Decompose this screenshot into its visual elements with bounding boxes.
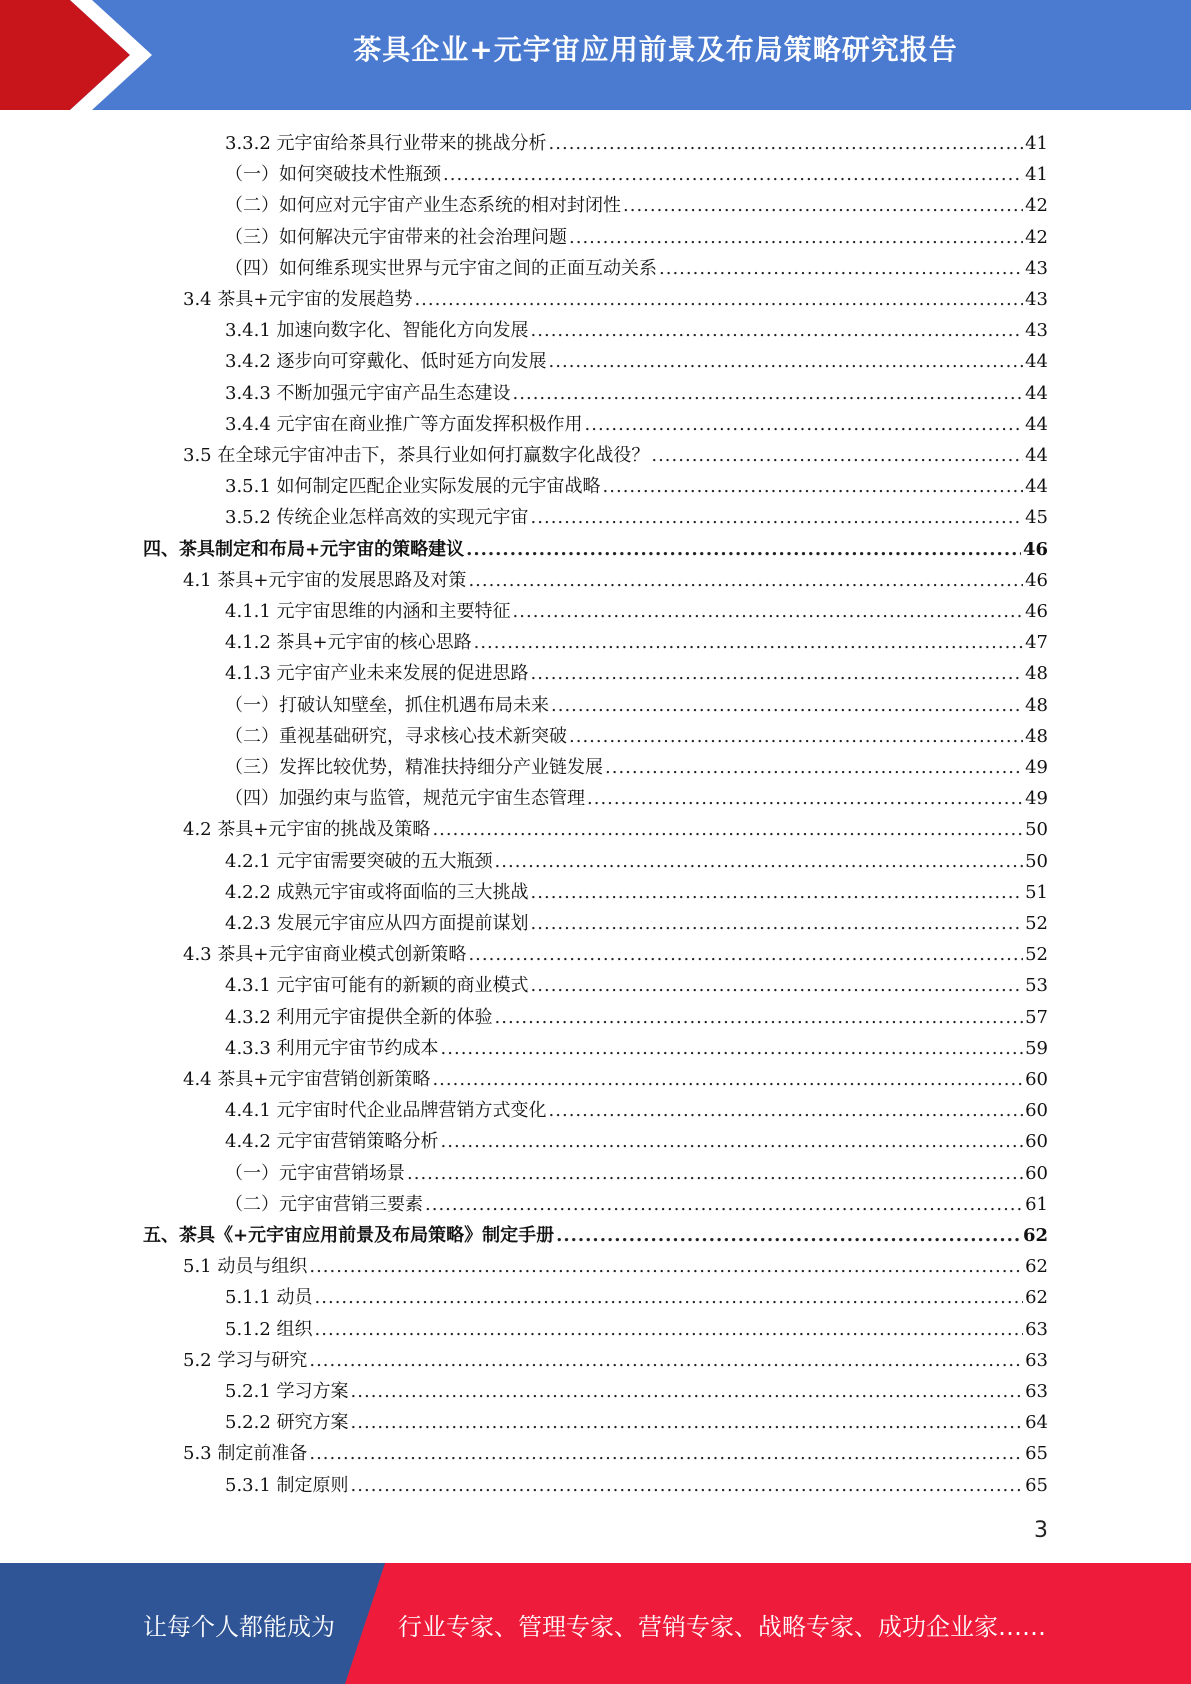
report-title: 茶具企业+元宇宙应用前景及布局策略研究报告: [353, 33, 958, 66]
toc-dot-leader: [549, 1095, 1024, 1126]
toc-entry-label: 4.1.2 茶具+元宇宙的核心思路: [225, 632, 472, 654]
page-number: 3: [1034, 1518, 1048, 1543]
toc-dot-leader: [605, 752, 1023, 783]
toc-entry-label: 四、茶具制定和布局+元宇宙的策略建议: [143, 538, 465, 560]
toc-dot-leader: [531, 877, 1024, 908]
toc-entry-label: （二）重视基础研究，寻求核心技术新突破: [225, 725, 567, 747]
toc-dot-leader: [432, 814, 1023, 845]
toc-entry-page: 48: [1025, 694, 1048, 716]
toc-entry-page: 44: [1025, 445, 1048, 466]
toc-dot-leader: [466, 534, 1021, 565]
toc-entry[interactable]: [225, 346, 1048, 377]
toc-entry-label: 5.1.2 组织: [225, 1318, 313, 1340]
toc-entry[interactable]: [225, 1407, 1048, 1438]
toc-entry-page: 44: [1025, 476, 1048, 498]
toc-entry-page: 43: [1025, 320, 1048, 342]
toc-entry-label: 3.5.1 如何制定匹配企业实际发展的元宇宙战略: [225, 476, 601, 498]
toc-dot-leader: [432, 1064, 1023, 1095]
toc-entry-page: 60: [1025, 1100, 1048, 1122]
toc-entry-page: 48: [1025, 663, 1048, 685]
toc-dot-leader: [441, 1033, 1024, 1064]
toc-entry-label: 4.2 茶具+元宇宙的挑战及策略: [183, 819, 431, 841]
toc-entry-page: 49: [1025, 757, 1048, 778]
toc-entry[interactable]: [225, 970, 1048, 1001]
toc-entry-page: 60: [1025, 1162, 1048, 1184]
toc-entry-page: 63: [1025, 1318, 1048, 1340]
toc-entry[interactable]: [225, 877, 1048, 908]
toc-dot-leader: [659, 253, 1023, 284]
toc-entry[interactable]: [225, 908, 1048, 939]
toc-dot-leader: [407, 1158, 1023, 1189]
toc-entry-page: 47: [1025, 632, 1048, 654]
toc-dot-leader: [587, 783, 1023, 814]
toc-entry-label: 3.5 在全球元宇宙冲击下，茶具行业如何打赢数字化战役？: [183, 445, 650, 466]
toc-entry[interactable]: [225, 315, 1048, 346]
toc-entry-label: 3.4 茶具+元宇宙的发展趋势: [183, 289, 413, 310]
toc-entry[interactable]: [225, 502, 1048, 533]
toc-entry-page: 43: [1025, 257, 1048, 279]
toc-entry[interactable]: [225, 721, 1048, 752]
toc-dot-leader: [495, 1002, 1024, 1033]
toc-entry-label: （二）元宇宙营销三要素: [225, 1193, 423, 1215]
toc-entry[interactable]: [225, 752, 1048, 783]
toc-dot-leader: [531, 970, 1024, 1001]
toc-entry-label: 5.2 学习与研究: [183, 1349, 308, 1371]
toc-dot-leader: [569, 222, 1023, 253]
toc-entry-page: 46: [1022, 538, 1048, 560]
toc-entry-label: （三）如何解决元宇宙带来的社会治理问题: [225, 226, 567, 248]
toc-entry-label: 5.3 制定前准备: [183, 1443, 308, 1465]
toc-entry-page: 63: [1025, 1349, 1048, 1371]
toc-dot-leader: [351, 1470, 1024, 1501]
toc-dot-leader: [531, 315, 1024, 346]
toc-entry[interactable]: [183, 814, 1048, 845]
toc-dot-leader: [531, 658, 1024, 689]
footer-slogan-left: 让每个人都能成为: [143, 1613, 335, 1641]
toc-entry[interactable]: [225, 1376, 1048, 1407]
toc-entry[interactable]: [143, 1220, 1048, 1251]
toc-dot-leader: [495, 846, 1024, 877]
toc-entry[interactable]: [183, 1438, 1048, 1469]
toc-entry-page: 41: [1025, 164, 1048, 186]
toc-entry[interactable]: [225, 190, 1048, 221]
toc-entry-page: 60: [1025, 1069, 1048, 1090]
toc-entry-page: 62: [1025, 1256, 1048, 1278]
toc-entry-label: 5.3.1 制定原则: [225, 1474, 349, 1496]
toc-dot-leader: [603, 471, 1024, 502]
toc-entry[interactable]: [225, 1095, 1048, 1126]
toc-entry-label: 4.4.1 元宇宙时代企业品牌营销方式变化: [225, 1100, 547, 1122]
toc-entry-page: 64: [1025, 1412, 1048, 1434]
toc-entry-label: （四）如何维系现实世界与元宇宙之间的正面互动关系: [225, 257, 657, 279]
toc-dot-leader: [468, 565, 1023, 596]
footer-slogan-right: 行业专家、管理专家、营销专家、战略专家、成功企业家……: [398, 1613, 1046, 1641]
toc-entry-page: 50: [1025, 819, 1048, 841]
toc-entry-page: 62: [1022, 1225, 1048, 1246]
toc-entry-label: 4.3 茶具+元宇宙商业模式创新策略: [183, 944, 467, 966]
toc-entry-label: 3.5.2 传统企业怎样高效的实现元宇宙: [225, 507, 529, 529]
toc-entry-page: 63: [1025, 1381, 1048, 1402]
toc-entry-page: 42: [1025, 195, 1048, 217]
toc-dot-leader: [414, 284, 1023, 315]
page-header: [0, 0, 1191, 110]
toc-entry-page: 45: [1025, 507, 1048, 529]
toc-dot-leader: [651, 440, 1023, 471]
toc-entry[interactable]: [183, 1064, 1048, 1095]
toc-entry-page: 49: [1025, 788, 1048, 810]
toc-entry-page: 57: [1025, 1006, 1048, 1028]
toc-entry-label: 4.3.3 利用元宇宙节约成本: [225, 1037, 439, 1059]
toc-entry-page: 44: [1025, 351, 1048, 373]
toc-entry-page: 62: [1025, 1287, 1048, 1309]
toc-entry-label: 3.4.4 元宇宙在商业推广等方面发挥积极作用: [225, 413, 583, 435]
toc-entry[interactable]: [225, 159, 1048, 190]
toc-entry-label: （四）加强约束与监管，规范元宇宙生态管理: [225, 788, 585, 810]
toc-entry[interactable]: [225, 1126, 1048, 1157]
toc-entry[interactable]: [183, 1251, 1048, 1282]
toc-entry[interactable]: [225, 846, 1048, 877]
toc-dot-leader: [315, 1282, 1024, 1313]
toc-dot-leader: [551, 690, 1023, 721]
toc-dot-leader: [425, 1189, 1023, 1220]
toc-dot-leader: [309, 1345, 1023, 1376]
toc-entry-label: 5.2.1 学习方案: [225, 1381, 349, 1402]
toc-entry-label: 5.1.1 动员: [225, 1287, 313, 1309]
toc-dot-leader: [309, 1251, 1023, 1282]
toc-entry-page: 65: [1025, 1474, 1048, 1496]
toc-entry[interactable]: [183, 565, 1048, 596]
toc-entry-page: 51: [1025, 881, 1048, 903]
page-footer: [0, 1563, 1191, 1684]
toc-entry-label: 4.4.2 元宇宙营销策略分析: [225, 1131, 439, 1153]
toc-entry-label: （一）打破认知壁垒，抓住机遇布局未来: [225, 694, 549, 716]
toc-entry-label: （一）如何突破技术性瓶颈: [225, 164, 441, 186]
toc-entry-page: 52: [1025, 913, 1048, 934]
toc-entry[interactable]: [225, 1158, 1048, 1189]
toc-entry-label: 4.1 茶具+元宇宙的发展思路及对策: [183, 569, 467, 591]
toc-entry[interactable]: [225, 1282, 1048, 1313]
toc-dot-leader: [513, 378, 1024, 409]
toc-entry-label: 3.4.2 逐步向可穿戴化、低时延方向发展: [225, 351, 547, 373]
toc-entry[interactable]: [225, 658, 1048, 689]
toc-entry[interactable]: [183, 440, 1048, 471]
toc-entry-label: 4.1.3 元宇宙产业未来发展的促进思路: [225, 663, 529, 685]
toc-dot-leader: [351, 1407, 1024, 1438]
toc-entry[interactable]: [183, 939, 1048, 970]
toc-entry-page: 52: [1025, 944, 1048, 966]
toc-entry[interactable]: [225, 596, 1048, 627]
toc-entry-page: 60: [1025, 1131, 1048, 1153]
toc-dot-leader: [441, 1126, 1024, 1157]
toc-dot-leader: [474, 627, 1023, 658]
toc-entry-label: 4.3.2 利用元宇宙提供全新的体验: [225, 1006, 493, 1028]
toc-entry-page: 46: [1025, 601, 1048, 622]
toc-entry-label: 5.2.2 研究方案: [225, 1412, 349, 1434]
toc-entry[interactable]: [225, 222, 1048, 253]
toc-entry-label: 4.4 茶具+元宇宙营销创新策略: [183, 1069, 431, 1090]
toc-entry-page: 41: [1025, 133, 1048, 154]
toc-entry-page: 65: [1025, 1443, 1048, 1465]
toc-entry-label: 4.2.2 成熟元宇宙或将面临的三大挑战: [225, 881, 529, 903]
toc-entry-label: 4.3.1 元宇宙可能有的新颖的商业模式: [225, 975, 529, 997]
toc-dot-leader: [531, 502, 1024, 533]
toc-dot-leader: [549, 128, 1024, 159]
toc-entry-page: 43: [1025, 289, 1048, 310]
toc-entry-page: 48: [1025, 725, 1048, 747]
toc-dot-leader: [556, 1220, 1021, 1251]
toc-entry-label: 3.4.1 加速向数字化、智能化方向发展: [225, 320, 529, 342]
toc-entry[interactable]: [225, 1470, 1048, 1501]
toc-entry-page: 44: [1025, 413, 1048, 435]
toc-entry-label: 3.4.3 不断加强元宇宙产品生态建设: [225, 382, 511, 404]
toc-dot-leader: [585, 409, 1024, 440]
toc-entry-label: （二）如何应对元宇宙产业生态系统的相对封闭性: [225, 195, 621, 217]
toc-entry[interactable]: [225, 1189, 1048, 1220]
toc-entry-page: 46: [1025, 569, 1048, 591]
toc-dot-leader: [351, 1376, 1024, 1407]
toc-entry[interactable]: [183, 1345, 1048, 1376]
toc-entry[interactable]: [225, 128, 1048, 159]
toc-entry-page: 44: [1025, 382, 1048, 404]
toc-entry[interactable]: [225, 1002, 1048, 1033]
toc-entry[interactable]: [225, 378, 1048, 409]
toc-dot-leader: [513, 596, 1024, 627]
toc-entry-label: （三）发挥比较优势，精准扶持细分产业链发展: [225, 757, 603, 778]
toc-entry[interactable]: [225, 627, 1048, 658]
toc-dot-leader: [468, 939, 1023, 970]
toc-entry-label: （一）元宇宙营销场景: [225, 1162, 405, 1184]
toc-dot-leader: [443, 159, 1023, 190]
toc-entry[interactable]: [225, 1314, 1048, 1345]
toc-entry-page: 61: [1025, 1193, 1048, 1215]
toc-entry[interactable]: [143, 534, 1048, 565]
toc-entry-label: 4.1.1 元宇宙思维的内涵和主要特征: [225, 601, 511, 622]
toc-entry-page: 50: [1025, 850, 1048, 872]
toc-dot-leader: [623, 190, 1023, 221]
toc-entry[interactable]: [225, 471, 1048, 502]
toc-entry-page: 53: [1025, 975, 1048, 997]
toc-entry[interactable]: [225, 783, 1048, 814]
toc-entry-page: 59: [1025, 1037, 1048, 1059]
toc-entry[interactable]: [225, 690, 1048, 721]
toc-entry[interactable]: [225, 1033, 1048, 1064]
toc-entry-label: 3.3.2 元宇宙给茶具行业带来的挑战分析: [225, 133, 547, 154]
toc-entry[interactable]: [225, 409, 1048, 440]
toc-entry-page: 42: [1025, 226, 1048, 248]
toc-entry[interactable]: [183, 284, 1048, 315]
toc-dot-leader: [531, 908, 1024, 939]
toc-dot-leader: [315, 1314, 1024, 1345]
toc-dot-leader: [549, 346, 1024, 377]
toc-entry-label: 4.2.1 元宇宙需要突破的五大瓶颈: [225, 850, 493, 872]
toc-entry-label: 5.1 动员与组织: [183, 1256, 308, 1278]
toc-dot-leader: [309, 1438, 1023, 1469]
toc-entry-label: 4.2.3 发展元宇宙应从四方面提前谋划: [225, 913, 529, 934]
toc-entry[interactable]: [225, 253, 1048, 284]
toc-entry-label: 五、茶具《+元宇宙应用前景及布局策略》制定手册: [143, 1225, 555, 1246]
toc-dot-leader: [569, 721, 1023, 752]
